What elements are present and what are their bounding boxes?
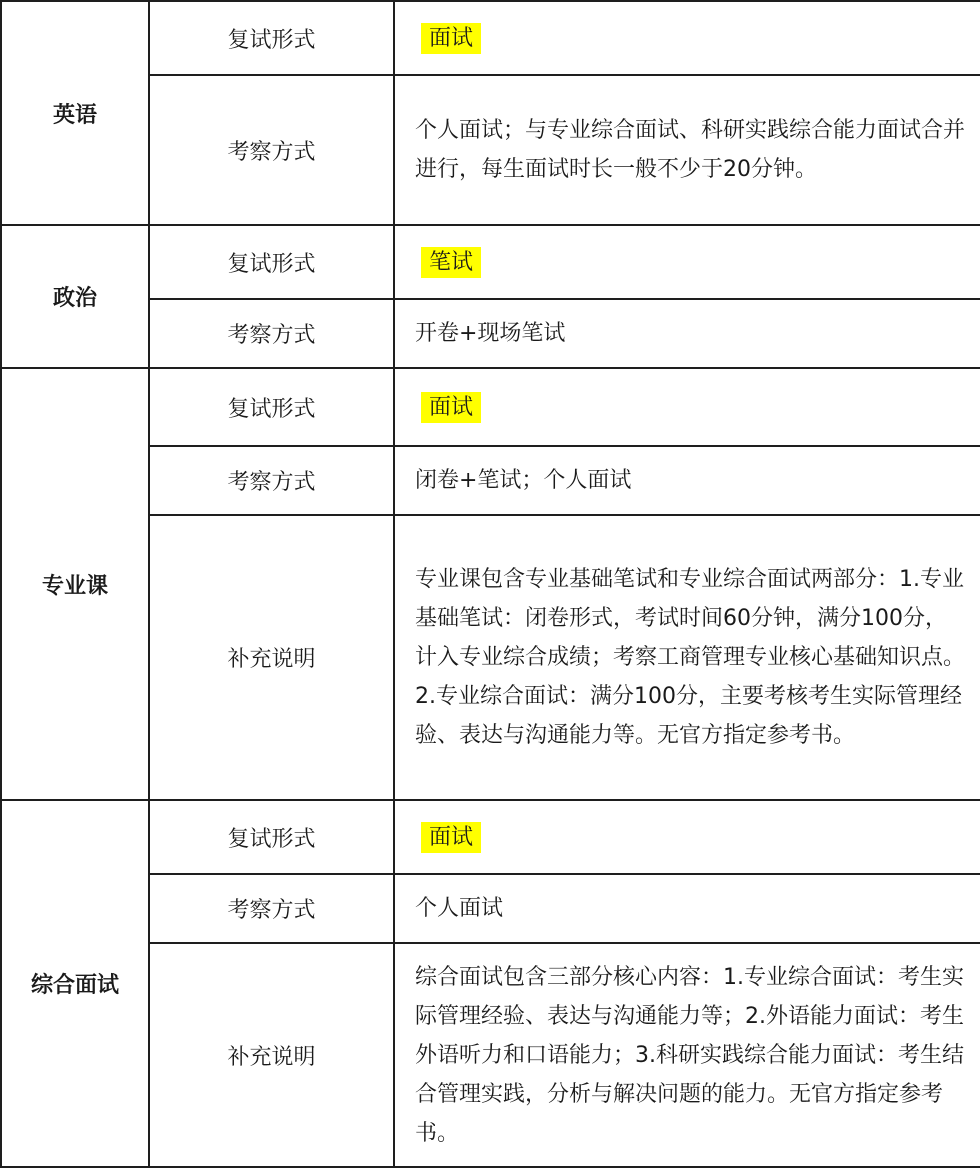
- highlighted-value: 面试: [421, 23, 481, 54]
- row-value: 开卷+现场笔试: [394, 299, 980, 368]
- row-label: 复试形式: [149, 368, 394, 446]
- row-label: 考察方式: [149, 299, 394, 368]
- row-label: 补充说明: [149, 943, 394, 1167]
- row-value: 专业课包含专业基础笔试和专业综合面试两部分：1.专业基础笔试：闭卷形式，考试时间60分钟，满分100分，计入专业综合成绩；考察工商管理专业核心基础知识点。2.专业综合面试：满分100分，主要考核考生实际管理经验、表达与沟通能力等。无官方指定参考书。: [394, 515, 980, 800]
- row-value: [394, 1, 980, 75]
- table-row: [1, 368, 980, 446]
- highlighted-value: 面试: [421, 392, 481, 423]
- row-label: 复试形式: [149, 225, 394, 299]
- row-value: [394, 225, 980, 299]
- row-label: 考察方式: [149, 75, 394, 225]
- subject-comprehensive-interview: 综合面试: [1, 800, 149, 1167]
- row-value: 个人面试: [394, 874, 980, 943]
- row-value: [394, 800, 980, 874]
- table-row: [1, 800, 980, 874]
- row-label: 复试形式: [149, 800, 394, 874]
- row-value: 闭卷+笔试；个人面试: [394, 446, 980, 515]
- row-value: 综合面试包含三部分核心内容：1.专业综合面试：考生实际管理经验、表达与沟通能力等；2.外语能力面试：考生外语听力和口语能力；3.科研实践综合能力面试：考生结合管理实践，分析与解决问题的能力。无官方指定参考书。: [394, 943, 980, 1167]
- table-row: [1, 1, 980, 75]
- row-value: 个人面试；与专业综合面试、科研实践综合能力面试合并进行，每生面试时长一般不少于20分钟。: [394, 75, 980, 225]
- row-label: 考察方式: [149, 874, 394, 943]
- subject-politics: 政治: [1, 225, 149, 368]
- row-label: 补充说明: [149, 515, 394, 800]
- table-row: [1, 225, 980, 299]
- subject-english: 英语: [1, 1, 149, 225]
- highlighted-value: 面试: [421, 822, 481, 853]
- row-label: 复试形式: [149, 1, 394, 75]
- row-value: [394, 368, 980, 446]
- subject-major: 专业课: [1, 368, 149, 800]
- highlighted-value: 笔试: [421, 247, 481, 278]
- row-label: 考察方式: [149, 446, 394, 515]
